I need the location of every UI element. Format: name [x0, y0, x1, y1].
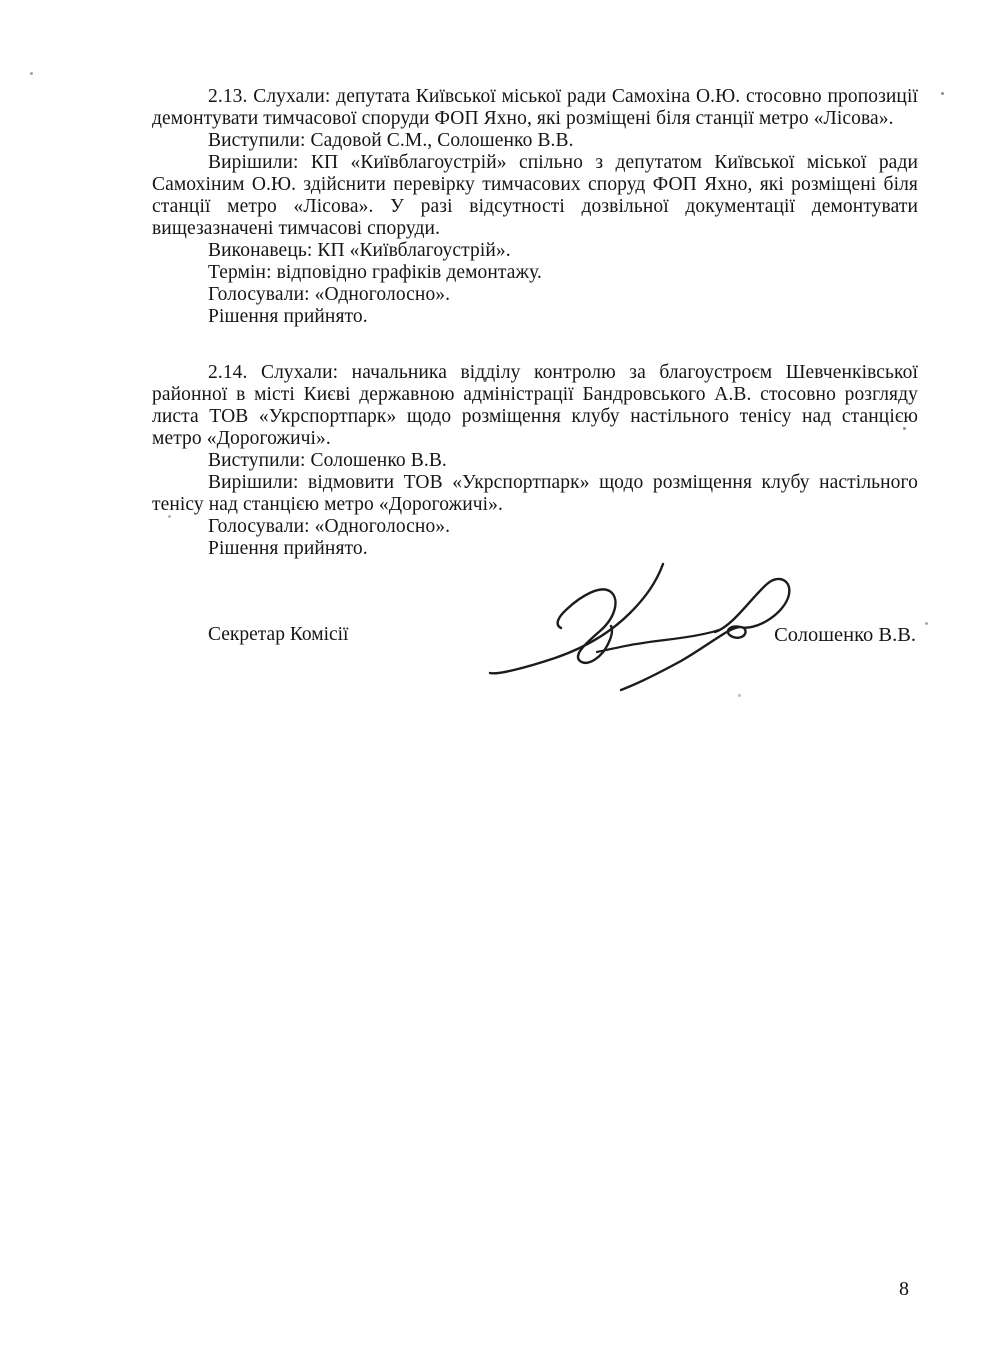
signatory-name: Солошенко В.В. [774, 624, 916, 646]
paragraph: Виступили: Садовой С.М., Солошенко В.В. [208, 130, 574, 151]
paragraph: Виступили: Солошенко В.В. [208, 450, 447, 471]
section-2-13 [152, 86, 918, 328]
signatory-role: Секретар Комісії [208, 624, 349, 645]
scan-speck [30, 72, 33, 75]
paragraph: Вирішили: КП «Київблагоустрій» спільно з депутатом Київської міської ради Самохіним О.Ю. здійснити перевірку тимчасових споруд ФОП Яхно, які розміщені біля станції метро «Лісова». У разі відсутності дозвільної документації демонтувати вищезазначені тимчасові споруди. [152, 152, 918, 239]
paragraph: Голосували: «Одноголосно». [208, 284, 451, 305]
paragraph: Голосували: «Одноголосно». [208, 516, 451, 537]
signature-image [485, 556, 797, 700]
page-number: 8 [899, 1278, 909, 1300]
scan-speck [738, 694, 741, 697]
paragraph: Вирішили: відмовити ТОВ «Укрспортпарк» щодо розміщення клубу настільного тенісу над станцією метро «Дорогожичі». [152, 472, 918, 515]
paragraph: Термін: відповідно графіків демонтажу. [208, 262, 542, 283]
scan-speck [941, 92, 944, 95]
paragraph: Рішення прийнято. [208, 306, 368, 327]
paragraph: 2.14. Слухали: начальника відділу контролю за благоустроєм Шевченківської районної в місті Києві державною адміністрації Бандровського А.В. стосовно розгляду листа ТОВ «Укрспортпарк» щодо розміщення клубу настільного тенісу над станцією метро «Дорогожичі». [152, 362, 918, 449]
scan-speck [168, 515, 171, 518]
scan-speck [925, 622, 928, 625]
paragraph: 2.13. Слухали: депутата Київської міської ради Самохіна О.Ю. стосовно пропозиції демонтувати тимчасової споруди ФОП Яхно, які розміщені біля станції метро «Лісова». [152, 86, 918, 129]
paragraph: Рішення прийнято. [208, 538, 368, 559]
scan-speck [903, 427, 906, 430]
document-body [152, 86, 918, 560]
paragraph: Виконавець: КП «Київблагоустрій». [208, 240, 511, 261]
section-2-14 [152, 362, 918, 560]
